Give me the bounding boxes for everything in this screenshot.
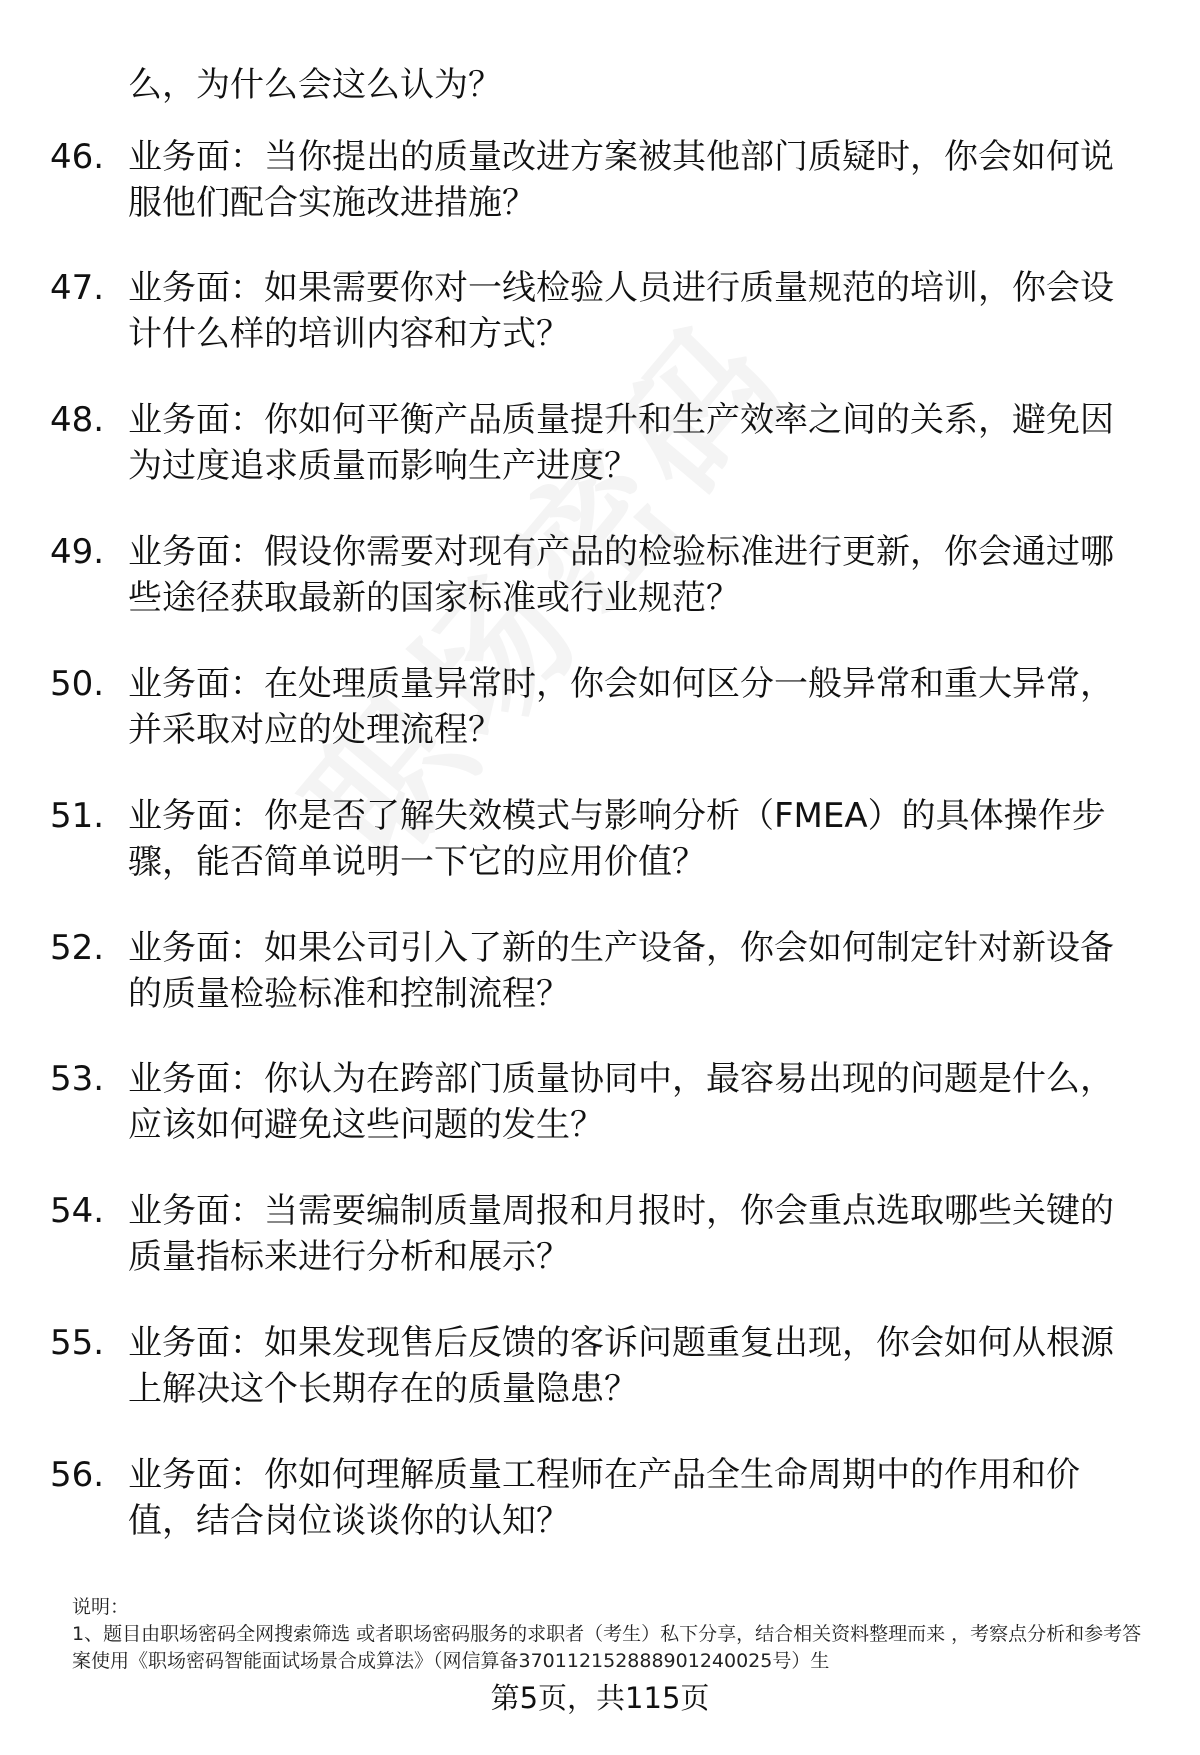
question-item (0, 1452, 1200, 1552)
question-number: 56. (50, 1455, 105, 1495)
question-text: 业务面：如果公司引入了新的生产设备，你会如何制定针对新设备的质量检验标准和控制流程？ (128, 928, 1114, 1014)
question-number: 55. (50, 1323, 105, 1363)
question-item (0, 1320, 1200, 1420)
question-text: 业务面：你认为在跨部门质量协同中，最容易出现的问题是什么，应该如何避免这些问题的发生？ (128, 1059, 1114, 1145)
question-number: 52. (50, 928, 105, 968)
notes-body: 1、题目由职场密码全网搜索筛选 或者职场密码服务的求职者（考生）私下分享，结合相关资料整理而来 ，考察点分析和参考答案使用《职场密码智能面试场景合成算法》（网信算备370112152888901240025号）生 (72, 1623, 1142, 1672)
question-text: 业务面：你如何理解质量工程师在产品全生命周期中的作用和价值，结合岗位谈谈你的认知？ (128, 1455, 1080, 1541)
notes-section (72, 1594, 1157, 1675)
question-text: 业务面：在处理质量异常时，你会如何区分一般异常和重大异常，并采取对应的处理流程？ (128, 664, 1114, 750)
question-number: 53. (50, 1059, 105, 1099)
question-item (0, 134, 1200, 234)
question-text: 业务面：假设你需要对现有产品的检验标准进行更新，你会通过哪些途径获取最新的国家标准或行业规范？ (128, 532, 1114, 618)
notes-label: 说明： (72, 1596, 130, 1618)
question-item (0, 1188, 1200, 1288)
question-number: 49. (50, 532, 105, 572)
question-number: 46. (50, 137, 105, 177)
question-text: 业务面：如果发现售后反馈的客诉问题重复出现，你会如何从根源上解决这个长期存在的质量隐患？ (128, 1323, 1114, 1409)
question-number: 51. (50, 796, 105, 836)
page-number: 第5页，共115页 (490, 1681, 710, 1715)
question-number: 47. (50, 268, 105, 308)
question-item (0, 793, 1200, 893)
question-item (0, 397, 1200, 497)
question-item (0, 925, 1200, 1025)
question-text: 业务面：如果需要你对一线检验人员进行质量规范的培训，你会设计什么样的培训内容和方式？ (128, 268, 1114, 354)
question-text: 业务面：当需要编制质量周报和月报时，你会重点选取哪些关键的质量指标来进行分析和展示？ (128, 1191, 1114, 1277)
continuation-text: 么，为什么会这么认为？ (128, 65, 502, 105)
question-item (0, 661, 1200, 761)
question-text: 业务面：你如何平衡产品质量提升和生产效率之间的关系，避免因为过度追求质量而影响生产进度？ (128, 400, 1114, 486)
question-item (0, 1056, 1200, 1156)
question-text: 业务面：当你提出的质量改进方案被其他部门质疑时，你会如何说服他们配合实施改进措施？ (128, 137, 1114, 223)
question-number: 50. (50, 664, 105, 704)
question-number: 48. (50, 400, 105, 440)
question-number: 54. (50, 1191, 105, 1231)
question-item (0, 265, 1200, 365)
question-item (0, 529, 1200, 629)
question-text: 业务面：你是否了解失效模式与影响分析（FMEA）的具体操作步骤，能否简单说明一下它的应用价值？ (128, 796, 1106, 882)
